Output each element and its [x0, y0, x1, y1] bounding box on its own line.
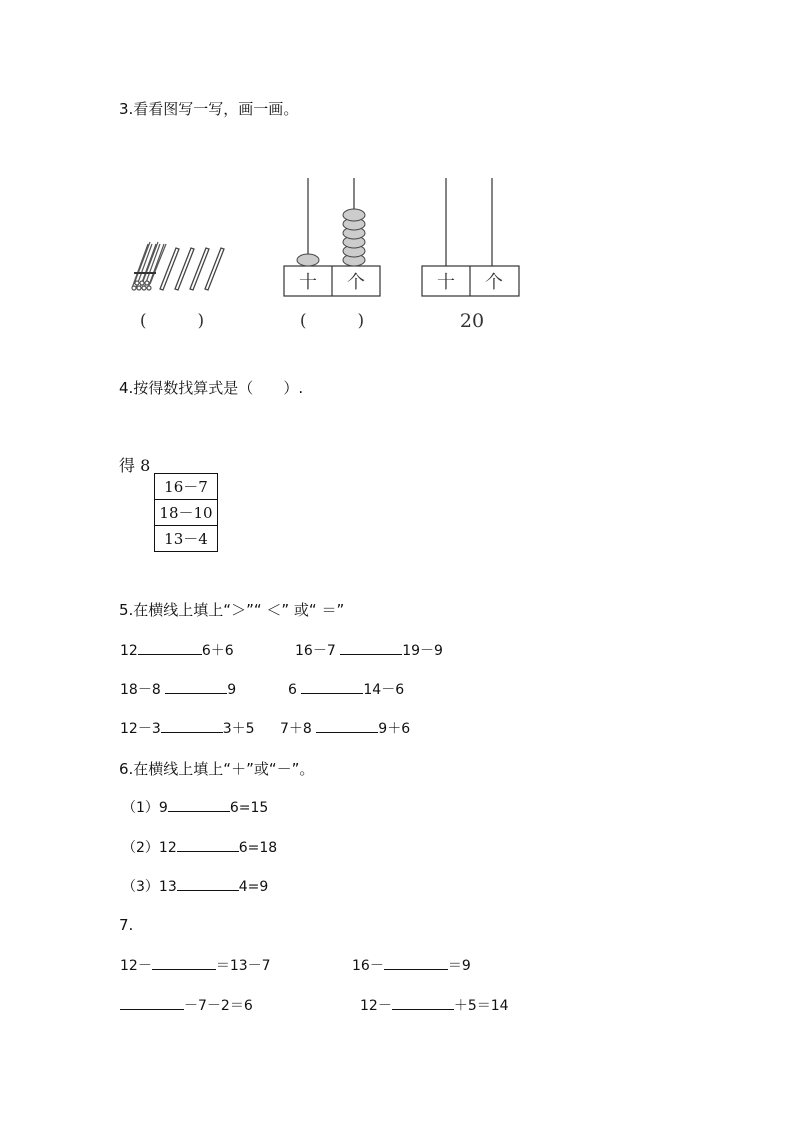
stick-bundle-icon — [132, 242, 166, 290]
abacus-2-value: 20 — [459, 310, 485, 332]
single-sticks-icon — [160, 248, 224, 290]
q5-item-5 — [120, 718, 255, 738]
item-right: 9 — [227, 682, 237, 698]
item-left: 7＋8 — [280, 721, 312, 737]
q4-result-label: 得 8 — [119, 456, 151, 475]
item-prefix: 12－ — [360, 998, 392, 1014]
item-suffix: 4=9 — [238, 879, 269, 895]
answer-blank[interactable] — [177, 889, 239, 891]
item-suffix: 6=18 — [238, 840, 278, 856]
abacus-2-ones-label: 个 — [485, 272, 503, 293]
item-left: 12－3 — [120, 721, 161, 737]
option-cell[interactable]: 16－7 — [155, 474, 218, 500]
q5-item-1 — [120, 640, 234, 660]
answer-blank[interactable] — [152, 968, 216, 970]
item-right: 6＋6 — [201, 643, 234, 659]
q7-item-2 — [352, 955, 471, 975]
item-right: 3＋5 — [222, 721, 255, 737]
item-left: 16－7 — [295, 643, 336, 659]
answer-blank[interactable] — [168, 810, 230, 812]
q7-item-4 — [360, 995, 509, 1015]
q3-figure — [120, 170, 540, 340]
item-prefix: （2）12 — [122, 840, 177, 856]
answer-blank[interactable] — [120, 1008, 184, 1010]
q6-item-1 — [122, 797, 268, 817]
item-suffix: 6=15 — [229, 800, 269, 816]
item-left: 18－8 — [120, 682, 161, 698]
answer-blank[interactable] — [301, 692, 363, 694]
option-cell[interactable]: 18－10 — [155, 500, 218, 526]
answer-blank[interactable] — [384, 968, 448, 970]
abacus-1-beads — [297, 209, 365, 266]
item-suffix: －7－2＝6 — [184, 998, 253, 1014]
q4-title: 4.按得数找算式是（ ）. — [119, 379, 304, 397]
q7-title: 7. — [119, 916, 134, 934]
q7-item-3 — [120, 995, 253, 1015]
abacus-1-tens-label: 十 — [299, 272, 317, 293]
q3-title: 3.看看图写一写，画一画。 — [119, 100, 299, 118]
item-suffix: ＋5＝14 — [453, 998, 509, 1014]
item-prefix: （1）9 — [122, 800, 168, 816]
q5-item-3 — [120, 679, 236, 699]
item-left: 12 — [120, 643, 138, 659]
answer-blank[interactable] — [177, 850, 239, 852]
abacus-2-tens-label: 十 — [437, 272, 455, 293]
q5-item-6 — [280, 718, 410, 738]
abacus-1-ones-label: 个 — [347, 272, 365, 293]
item-prefix: 16－ — [352, 958, 384, 974]
answer-blank[interactable] — [316, 731, 378, 733]
q5-item-2 — [295, 640, 443, 660]
item-suffix: ＝13－7 — [215, 958, 271, 974]
answer-blank[interactable] — [340, 653, 402, 655]
item-right: 14－6 — [363, 682, 405, 698]
answer-blank[interactable] — [165, 692, 227, 694]
answer-paren-2: ( ) — [299, 311, 365, 331]
answer-blank[interactable] — [138, 653, 202, 655]
q6-item-3 — [122, 876, 268, 896]
q5-item-4 — [288, 679, 404, 699]
item-right: 19－9 — [402, 643, 443, 659]
q6-title: 6.在横线上填上“＋”或“－”。 — [119, 760, 315, 778]
q7-item-1 — [120, 955, 271, 975]
item-prefix: （3）13 — [122, 879, 177, 895]
answer-blank[interactable] — [161, 731, 223, 733]
item-prefix: 12－ — [120, 958, 152, 974]
answer-paren-1: ( ) — [139, 311, 205, 331]
item-suffix: ＝9 — [447, 958, 471, 974]
q4-options-table — [154, 473, 218, 552]
option-cell[interactable]: 13－4 — [155, 526, 218, 552]
answer-blank[interactable] — [392, 1008, 454, 1010]
item-left: 6 — [288, 682, 297, 698]
item-right: 9＋6 — [378, 721, 411, 737]
q5-title: 5.在横线上填上“＞”“ ＜” 或“ ＝” — [119, 601, 345, 619]
q6-item-2 — [122, 837, 277, 857]
